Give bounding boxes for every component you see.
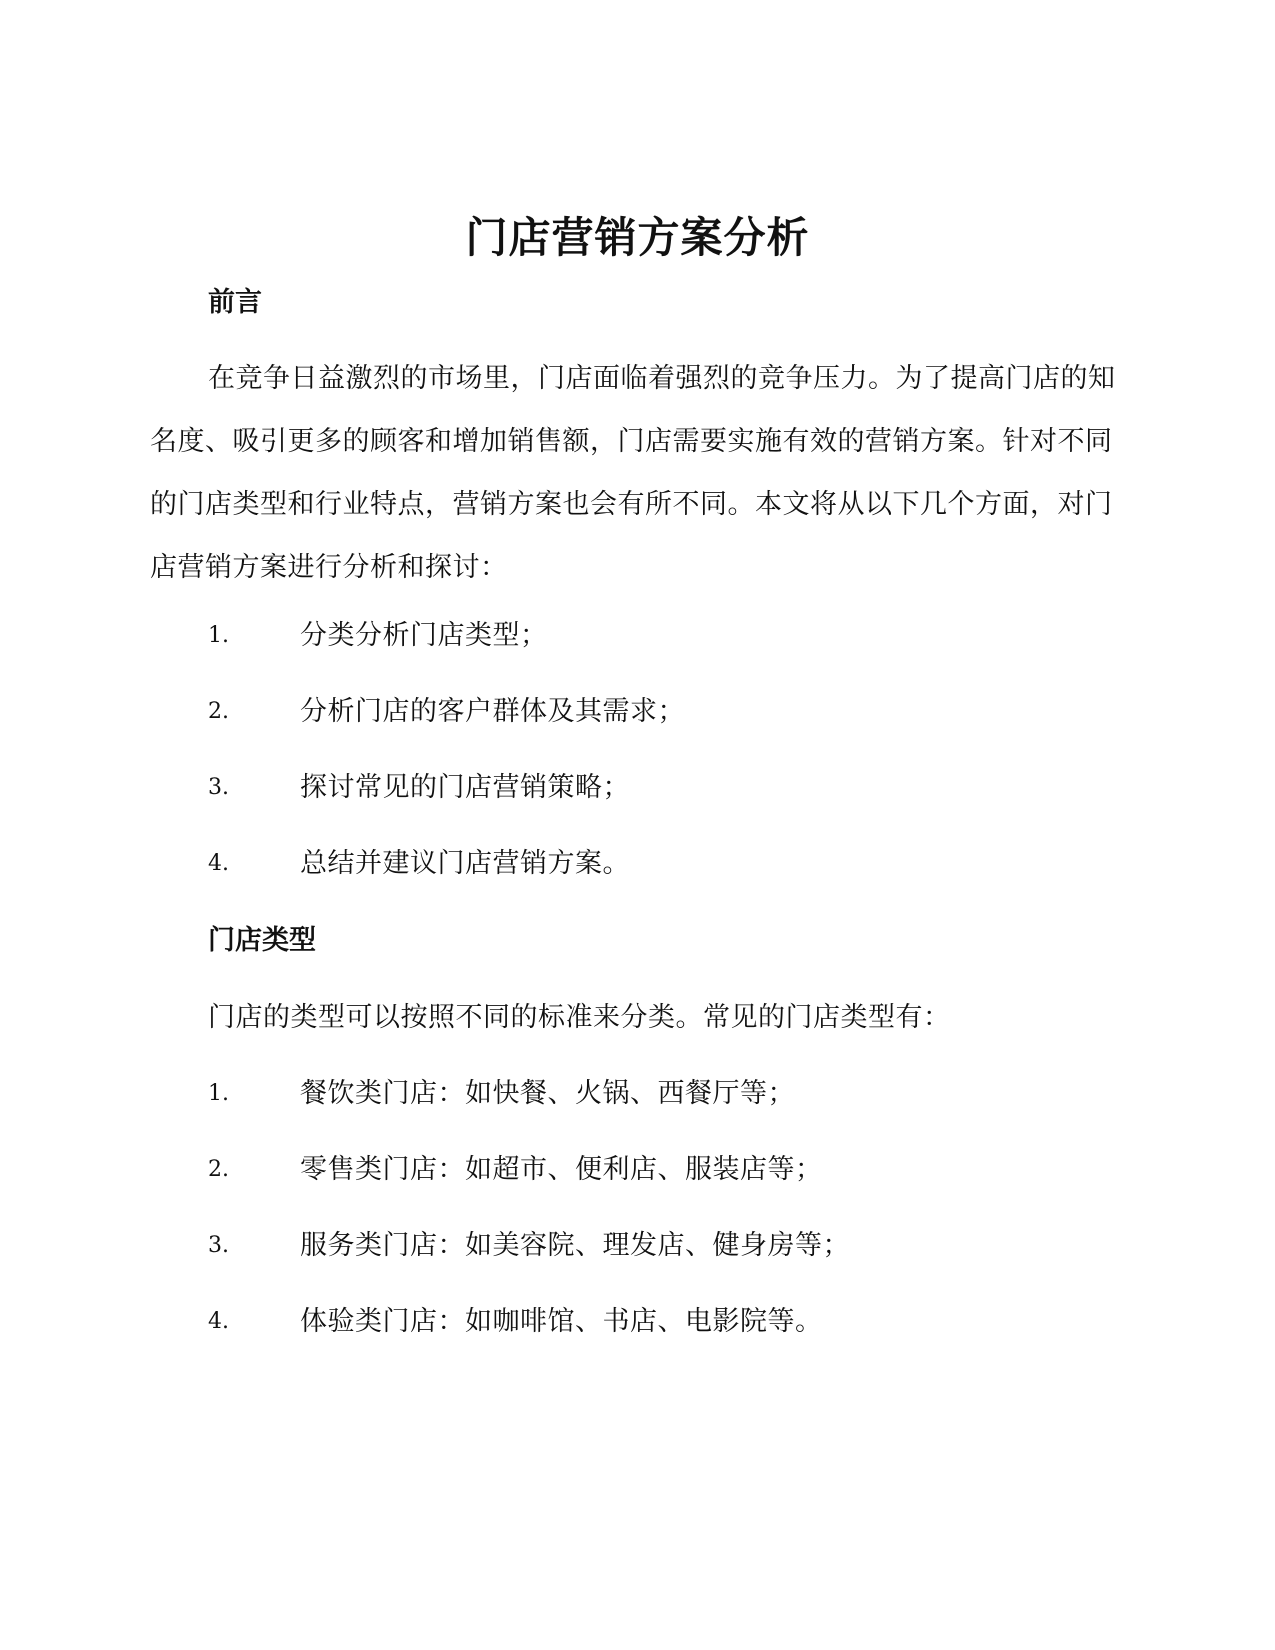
list-item-number: 4. <box>208 1309 229 1334</box>
list-item-number: 1. <box>208 623 229 648</box>
list-item-text: 总结并建议门店营销方案。 <box>300 848 630 879</box>
preface-paragraph: 在竞争日益激烈的市场里，门店面临着强烈的竞争压力。为了提高门店的知名度、吸引更多的顾客和增加销售额，门店需要实施有效的营销方案。针对不同的门店类型和行业特点，营销方案也会有所不同。本文将从以下几个方面，对门店营销方案进行分析和探讨： <box>150 363 1116 583</box>
list-item-text: 零售类门店：如超市、便利店、服装店等； <box>300 1154 823 1185</box>
section-heading-store-types: 门店类型 <box>208 925 316 956</box>
list-item-text: 分类分析门店类型； <box>300 620 548 651</box>
list-item-number: 3. <box>208 1233 229 1258</box>
list-item-text: 服务类门店：如美容院、理发店、健身房等； <box>300 1230 850 1261</box>
store-types-paragraph: 门店的类型可以按照不同的标准来分类。常见的门店类型有： <box>208 1002 951 1033</box>
list-item-number: 4. <box>208 851 229 876</box>
list-item-number: 2. <box>208 1157 229 1182</box>
section-heading-preface: 前言 <box>208 287 262 318</box>
list-item-text: 分析门店的客户群体及其需求； <box>300 696 685 727</box>
list-item-number: 1. <box>208 1081 229 1106</box>
list-item-text: 体验类门店：如咖啡馆、书店、电影院等。 <box>300 1306 823 1337</box>
document-title: 门店营销方案分析 <box>465 213 810 262</box>
list-item-number: 2. <box>208 699 229 724</box>
list-item-number: 3. <box>208 775 229 800</box>
list-item-text: 探讨常见的门店营销策略； <box>300 772 630 803</box>
list-item-text: 餐饮类门店：如快餐、火锅、西餐厅等； <box>300 1078 795 1109</box>
